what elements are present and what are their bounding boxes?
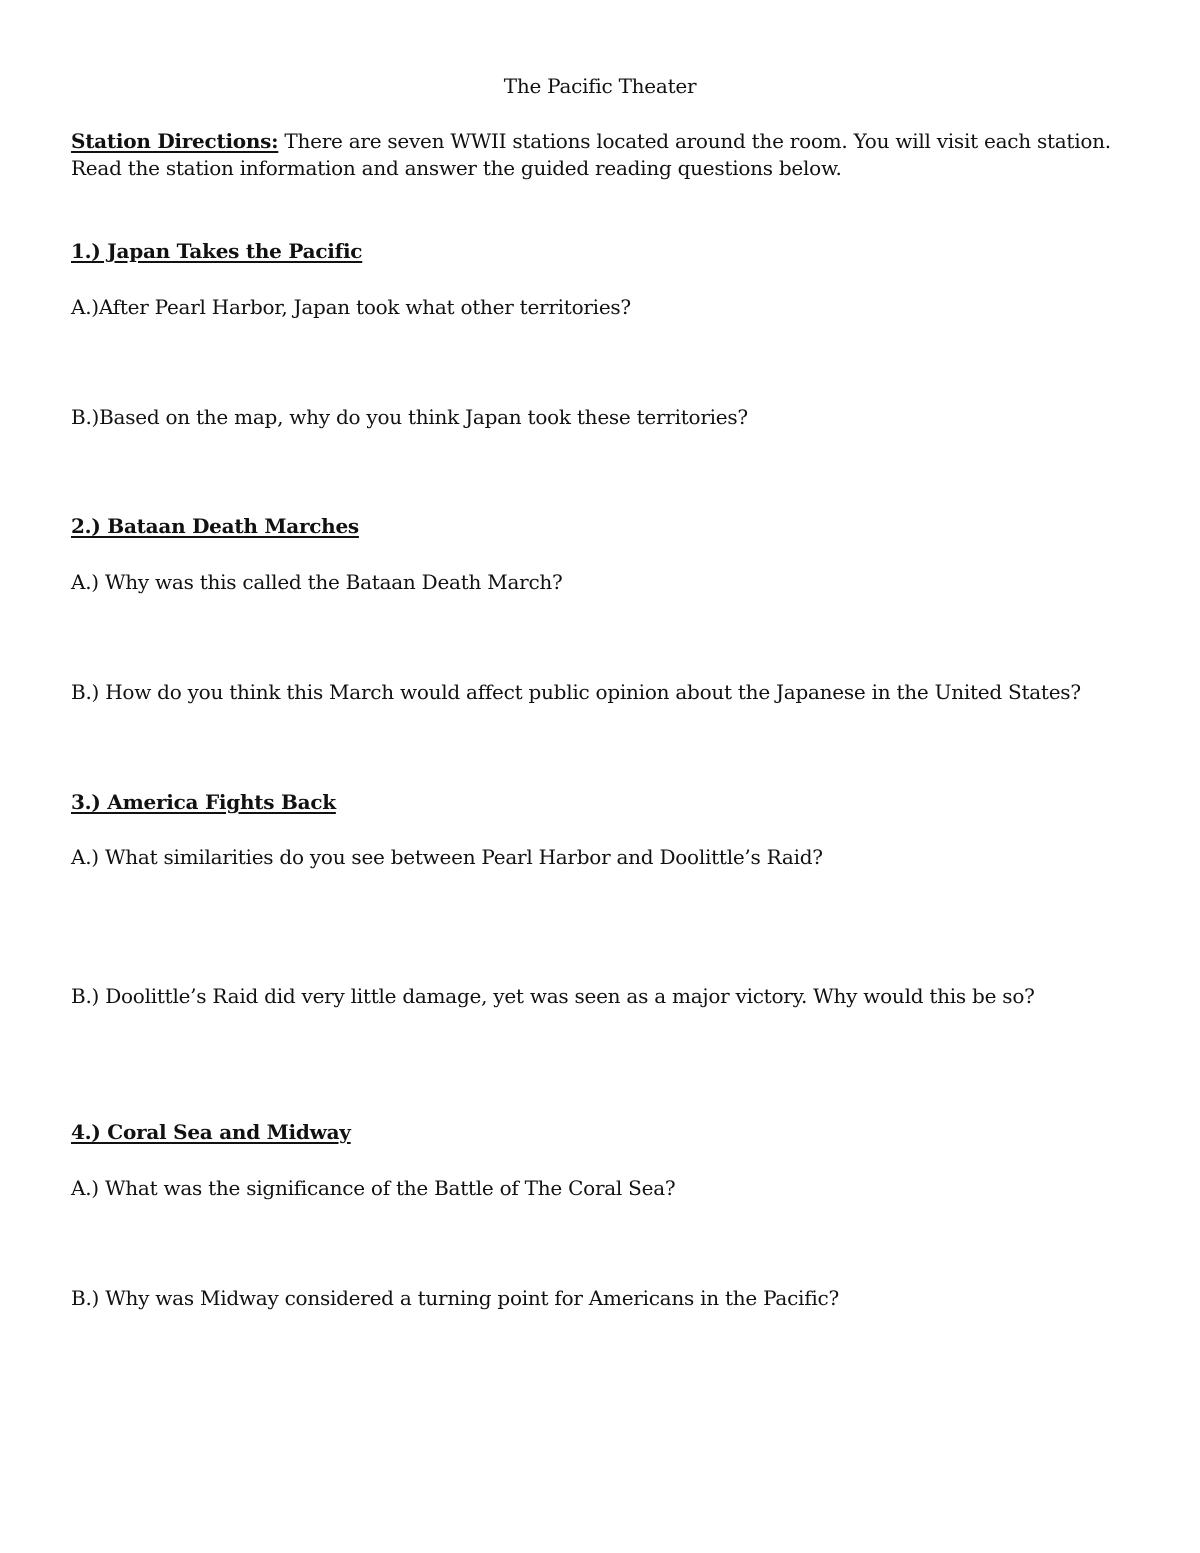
question-4a: A.) What was the significance of the Battle of The Coral Sea? bbox=[71, 1176, 676, 1200]
page-title: The Pacific Theater bbox=[503, 74, 697, 98]
question-1a: A.)After Pearl Harbor, Japan took what other territories? bbox=[71, 295, 631, 319]
section-heading-4: 4.) Coral Sea and Midway bbox=[71, 1120, 351, 1144]
question-2b: B.) How do you think this March would affect public opinion about the Japanese in the United States? bbox=[71, 680, 1081, 704]
directions-line-1 bbox=[71, 127, 1111, 155]
directions-line-2: Read the station information and answer the guided reading questions below. bbox=[71, 156, 842, 180]
section-heading-3: 3.) America Fights Back bbox=[71, 790, 336, 814]
question-3b: B.) Doolittle’s Raid did very little damage, yet was seen as a major victory. Why would this be so? bbox=[71, 984, 1035, 1008]
question-1b: B.)Based on the map, why do you think Japan took these territories? bbox=[71, 405, 748, 429]
section-heading-2: 2.) Bataan Death Marches bbox=[71, 514, 359, 538]
question-2a: A.) Why was this called the Bataan Death March? bbox=[71, 570, 563, 594]
directions-text-1: There are seven WWII stations located around the room. You will visit each station. bbox=[278, 129, 1111, 153]
question-4b: B.) Why was Midway considered a turning point for Americans in the Pacific? bbox=[71, 1286, 839, 1310]
directions-label: Station Directions: bbox=[71, 129, 279, 153]
section-heading-1: 1.) Japan Takes the Pacific bbox=[71, 239, 363, 263]
question-3a: A.) What similarities do you see between Pearl Harbor and Doolittle’s Raid? bbox=[71, 845, 823, 869]
